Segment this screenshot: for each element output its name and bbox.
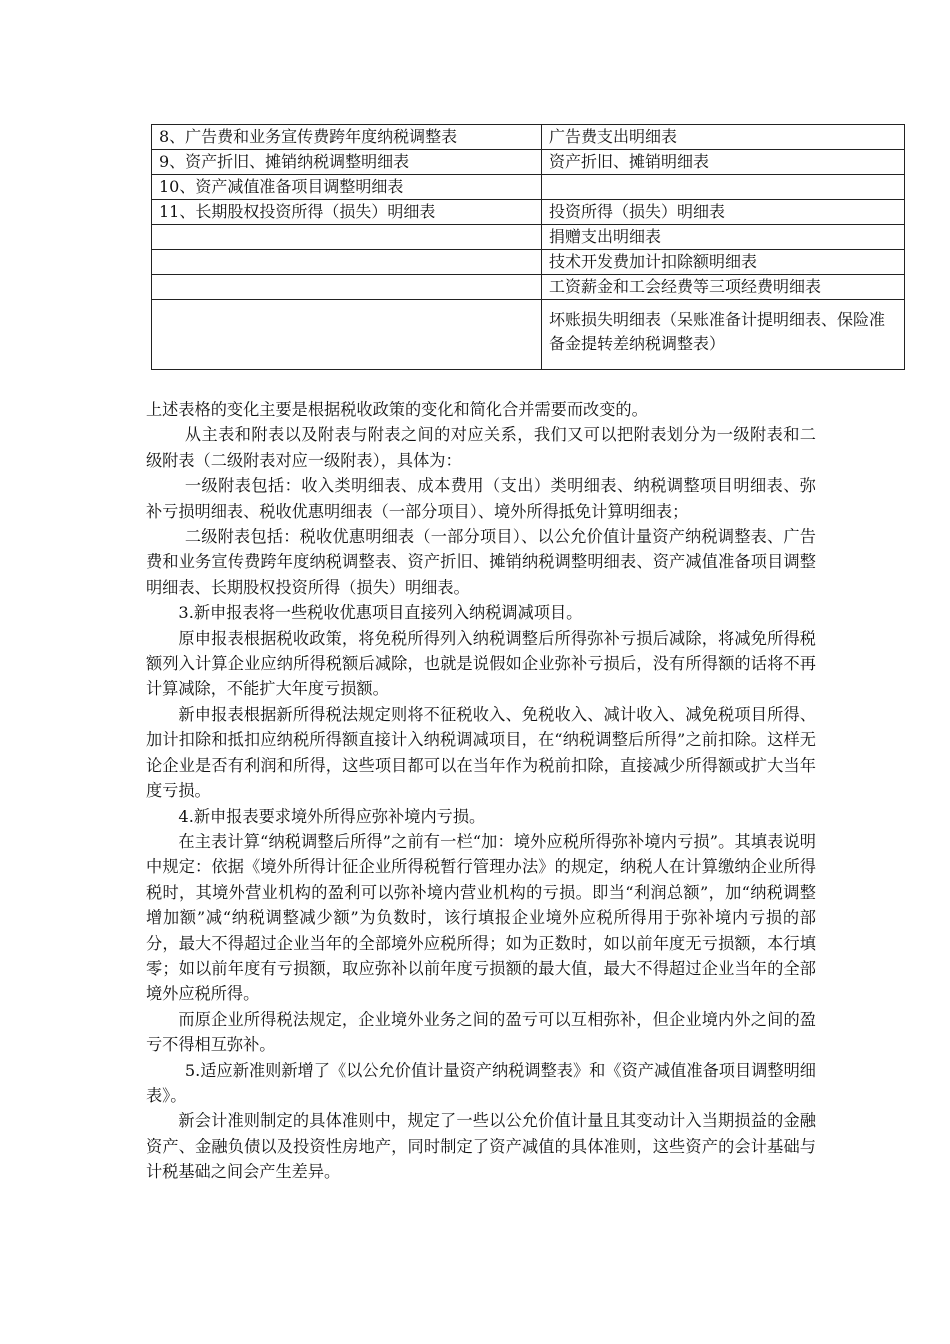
table-cell: 11、长期股权投资所得（损失）明细表 <box>152 200 542 225</box>
table-cell: 10、资产减值准备项目调整明细表 <box>152 175 542 200</box>
table-cell: 坏账损失明细表（呆账准备计提明细表、保险准备金提转差纳税调整表） <box>542 300 905 370</box>
table-row <box>152 125 905 150</box>
table-row <box>152 300 905 370</box>
document-body <box>146 397 816 1185</box>
paragraph: 新会计准则制定的具体准则中，规定了一些以公允价值计量且其变动计入当期损益的金融资产、金融负债以及投资性房地产，同时制定了资产减值的具体准则，这些资产的会计基础与计税基础之间会产生差异。 <box>146 1111 816 1182</box>
table-cell <box>152 300 542 370</box>
attachment-table <box>151 124 905 370</box>
table-row <box>152 200 905 225</box>
table-cell <box>152 250 542 275</box>
table-cell <box>152 225 542 250</box>
paragraph: 从主表和附表以及附表与附表之间的对应关系，我们又可以把附表划分为一级附表和二级附表（二级附表对应一级附表），具体为： <box>146 425 816 470</box>
table-cell: 广告费支出明细表 <box>542 125 905 150</box>
table-cell <box>542 175 905 200</box>
table-cell: 资产折旧、摊销明细表 <box>542 150 905 175</box>
table-cell: 9、资产折旧、摊销纳税调整明细表 <box>152 150 542 175</box>
paragraph: 上述表格的变化主要是根据税收政策的变化和简化合并需要而改变的。 <box>146 400 648 419</box>
paragraph: 新申报表根据新所得税法规定则将不征税收入、免税收入、减计收入、减免税项目所得、加计扣除和抵扣应纳税所得额直接计入纳税调减项目，在“纳税调整后所得”之前扣除。这样无论企业是否有利润和所得，这些项目都可以在当年作为税前扣除，直接减少所得额或扩大当年度亏损。 <box>146 704 816 801</box>
table-row <box>152 250 905 275</box>
section-heading: 3.新申报表将一些税收优惠项目直接列入纳税调减项目。 <box>178 603 583 623</box>
table-row <box>152 225 905 250</box>
table-cell: 技术开发费加计扣除额明细表 <box>542 250 905 275</box>
paragraph: 二级附表包括：税收优惠明细表（一部分项目）、以公允价值计量资产纳税调整表、广告费和业务宣传费跨年度纳税调整表、资产折旧、摊销纳税调整明细表、资产减值准备项目调整明细表、长期股权投资所得（损失）明细表。 <box>146 527 816 597</box>
table-cell: 8、广告费和业务宣传费跨年度纳税调整表 <box>152 125 542 150</box>
section-heading: 4.新申报表要求境外所得应弥补境内亏损。 <box>178 806 486 826</box>
section-heading: 5.适应新准则新增了《以公允价值计量资产纳税调整表》和《资产减值准备项目调整明细表》。 <box>146 1060 816 1105</box>
table-row <box>152 275 905 300</box>
table-cell: 工资薪金和工会经费等三项经费明细表 <box>542 275 905 300</box>
paragraph: 在主表计算“纳税调整后所得”之前有一栏“加：境外应税所得弥补境内亏损”。其填表说明中规定：依据《境外所得计征企业所得税暂行管理办法》的规定，纳税人在计算缴纳企业所得税时，其境外营业机构的盈利可以弥补境内营业机构的亏损。即当“利润总额”，加“纳税调整增加额”减“纳税调整减少额”为负数时，该行填报企业境外应税所得用于弥补境内亏损的部分，最大不得超过企业当年的全部境外应税所得；如为正数时，如以前年度无亏损额，本行填零；如以前年度有亏损额，取应弥补以前年度亏损额的最大值，最大不得超过企业当年的全部境外应税所得。 <box>146 831 816 1004</box>
paragraph: 一级附表包括：收入类明细表、成本费用（支出）类明细表、纳税调整项目明细表、弥补亏损明细表、税收优惠明细表（一部分项目）、境外所得抵免计算明细表； <box>146 476 816 521</box>
table-cell: 投资所得（损失）明细表 <box>542 200 905 225</box>
paragraph: 原申报表根据税收政策，将免税所得列入纳税调整后所得弥补亏损后减除，将减免所得税额列入计算企业应纳所得税额后减除，也就是说假如企业弥补亏损后，没有所得额的话将不再计算减除，不能扩大年度亏损额。 <box>146 628 816 699</box>
paragraph: 而原企业所得税法规定，企业境外业务之间的盈亏可以互相弥补，但企业境内外之间的盈亏不得相互弥补。 <box>146 1009 816 1055</box>
table-cell <box>152 275 542 300</box>
table-cell: 捐赠支出明细表 <box>542 225 905 250</box>
table-row <box>152 150 905 175</box>
table-row <box>152 175 905 200</box>
